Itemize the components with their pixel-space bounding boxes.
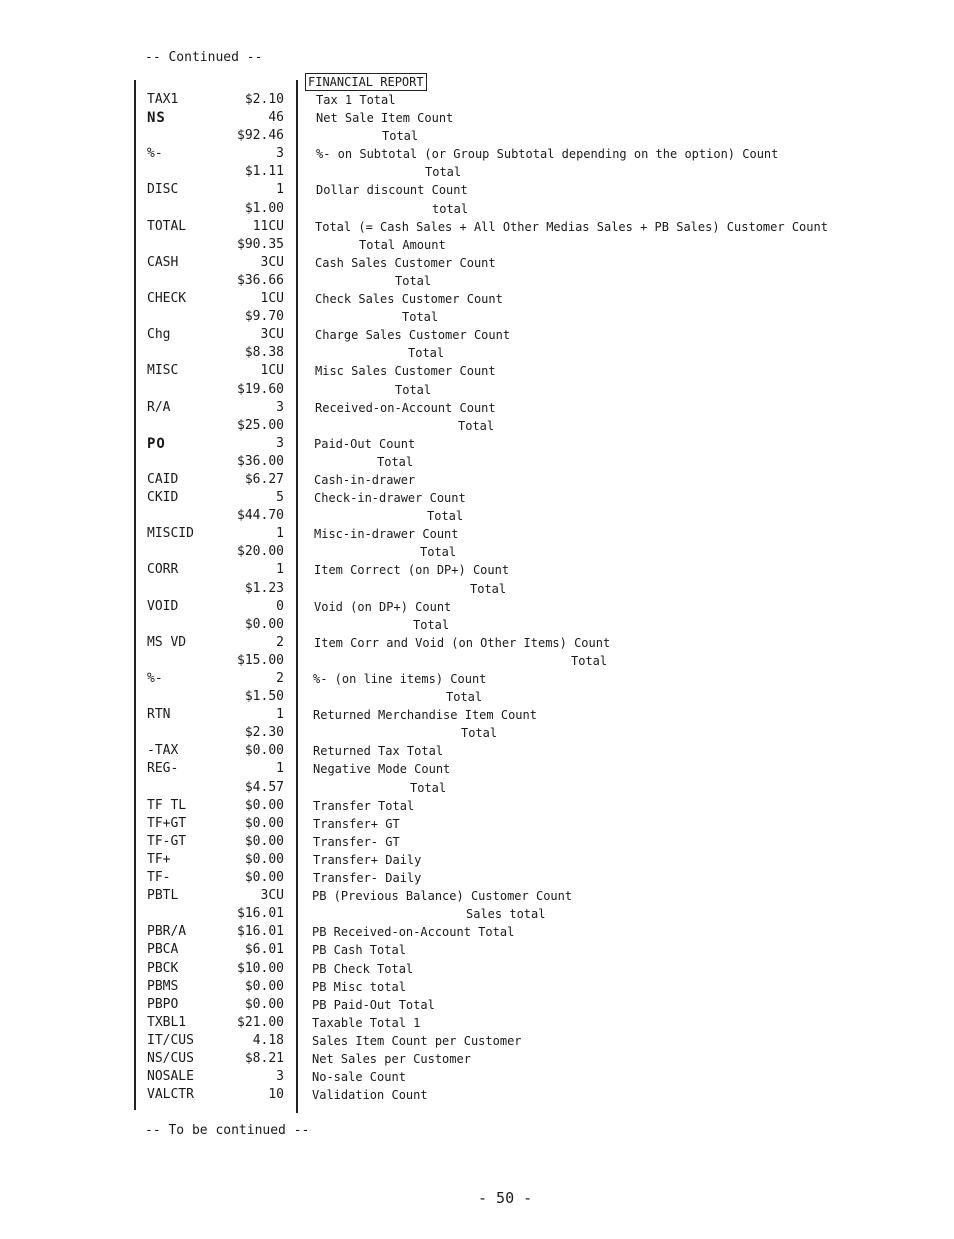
row-value: 3CU	[260, 254, 284, 270]
row-value: 1	[276, 526, 284, 542]
financial-report-label: FINANCIAL REPORT	[305, 73, 427, 91]
row-value: $1.50	[244, 689, 284, 705]
row-code: %-	[147, 671, 163, 686]
row-value: $0.00	[244, 743, 284, 759]
row-value: $2.30	[244, 725, 284, 741]
row-description: Total	[461, 726, 498, 741]
row-value: 3	[276, 1069, 284, 1085]
row-value: $16.01	[237, 924, 284, 940]
row-code: REG-	[147, 761, 179, 777]
report-rows	[0, 91, 954, 1104]
report-row	[0, 163, 954, 181]
row-description: Cash-in-drawer	[314, 472, 416, 487]
report-row	[0, 797, 954, 815]
report-row	[0, 779, 954, 797]
row-value: $1.23	[244, 580, 284, 596]
report-row	[0, 435, 954, 453]
row-code: PBTL	[147, 888, 179, 904]
row-value: 3	[276, 399, 284, 415]
report-row	[0, 489, 954, 507]
report-row	[0, 960, 954, 978]
row-description: Net Sales per Customer	[312, 1051, 471, 1066]
report-row	[0, 417, 954, 435]
row-description: Total	[413, 617, 450, 632]
row-value: $92.46	[237, 128, 284, 144]
row-code: VALCTR	[147, 1087, 194, 1103]
row-value: $8.21	[244, 1050, 284, 1066]
row-description: Taxable Total 1	[312, 1015, 421, 1030]
report-row	[0, 996, 954, 1014]
row-description: Check-in-drawer Count	[314, 491, 466, 506]
row-description: %- (on line items) Count	[313, 672, 487, 686]
row-description: Total	[408, 346, 445, 361]
row-description: Total	[571, 653, 608, 668]
row-description: Charge Sales Customer Count	[315, 328, 511, 343]
row-code: CASH	[147, 254, 179, 270]
row-value: $16.01	[237, 906, 284, 922]
row-code: PBPO	[147, 996, 179, 1012]
row-value: 2	[276, 634, 284, 650]
row-description: Net Sale Item Count	[316, 111, 454, 126]
report-row	[0, 1086, 954, 1104]
row-code: TF-GT	[147, 833, 187, 849]
report-row	[0, 978, 954, 996]
report-row	[0, 706, 954, 724]
row-description: Total	[402, 310, 439, 325]
row-value: $44.70	[237, 508, 284, 524]
row-code: NOSALE	[147, 1069, 194, 1085]
row-description: Received-on-Account Count	[315, 400, 496, 415]
report-row	[0, 399, 954, 417]
row-value: 1	[276, 182, 284, 198]
row-value: 2	[276, 671, 284, 686]
row-value: 5	[276, 490, 284, 506]
report-row	[0, 561, 954, 579]
row-description: Total	[425, 165, 462, 180]
row-description: Returned Merchandise Item Count	[313, 708, 537, 723]
row-code: PBCA	[147, 942, 179, 958]
to-be-continued-footer: -- To be continued --	[145, 1123, 310, 1138]
row-value: 1	[276, 562, 284, 578]
row-description: Misc Sales Customer Count	[315, 364, 496, 379]
report-row	[0, 200, 954, 218]
row-value: $0.00	[244, 870, 284, 886]
row-code: CKID	[147, 490, 179, 506]
page-number: - 50 -	[478, 1189, 533, 1207]
row-value: $36.00	[237, 453, 284, 469]
row-code: CHECK	[147, 291, 187, 307]
row-description: Total	[377, 454, 414, 469]
report-row	[0, 887, 954, 905]
row-code: CORR	[147, 562, 179, 578]
row-code: VOID	[147, 598, 179, 614]
row-value: $90.35	[237, 236, 284, 252]
row-description: Total	[420, 545, 457, 560]
report-row	[0, 254, 954, 272]
row-description: Returned Tax Total	[313, 744, 444, 759]
report-row	[0, 145, 954, 163]
report-row	[0, 742, 954, 760]
row-description: Item Corr and Void (on Other Items) Count	[314, 635, 611, 650]
row-value: $9.70	[244, 309, 284, 325]
row-description: Dollar discount Count	[316, 183, 468, 198]
row-description: Total	[446, 690, 483, 705]
row-value: $15.00	[237, 652, 284, 668]
row-description: total	[432, 201, 469, 216]
row-value: 10	[268, 1087, 284, 1103]
report-row	[0, 688, 954, 706]
row-value: $36.66	[237, 272, 284, 288]
row-value: $0.00	[244, 815, 284, 831]
row-value: $20.00	[237, 544, 284, 560]
row-code: TOTAL	[147, 218, 187, 234]
row-value: $0.00	[244, 851, 284, 867]
row-code: -TAX	[147, 743, 179, 759]
report-row	[0, 543, 954, 561]
row-code: Chg	[147, 327, 171, 343]
row-code: MISCID	[147, 526, 194, 542]
report-row	[0, 869, 954, 887]
row-value: $10.00	[237, 960, 284, 976]
row-value: 11CU	[252, 218, 284, 234]
report-row	[0, 670, 954, 688]
report-row	[0, 453, 954, 471]
row-description: Paid-Out Count	[314, 436, 416, 451]
row-code: NS/CUS	[147, 1050, 194, 1066]
report-row	[0, 507, 954, 525]
row-description: Misc-in-drawer Count	[314, 527, 459, 542]
row-value: 1CU	[260, 363, 284, 379]
row-value: $6.01	[244, 942, 284, 958]
row-description: Total Amount	[359, 237, 446, 252]
row-code: PBMS	[147, 978, 179, 994]
row-description: PB Cash Total	[312, 943, 406, 958]
report-row	[0, 1050, 954, 1068]
row-code: IT/CUS	[147, 1032, 194, 1048]
report-row	[0, 326, 954, 344]
report-row	[0, 109, 954, 127]
report-row	[0, 1014, 954, 1032]
row-code: TF-	[147, 870, 171, 886]
row-code: TF+	[147, 851, 171, 867]
report-row	[0, 471, 954, 489]
report-row	[0, 344, 954, 362]
row-code: R/A	[147, 399, 171, 415]
report-row	[0, 362, 954, 380]
row-code: RTN	[147, 707, 171, 723]
row-description: PB Misc total	[312, 979, 406, 994]
row-description: Tax 1 Total	[316, 93, 396, 107]
row-description: PB Check Total	[312, 961, 414, 976]
row-value: $1.11	[244, 164, 284, 180]
row-code: MS VD	[147, 634, 187, 650]
row-description: Sales Item Count per Customer	[312, 1033, 522, 1048]
report-row	[0, 127, 954, 145]
row-description: Check Sales Customer Count	[315, 292, 503, 307]
row-value: $6.27	[244, 471, 284, 487]
report-row	[0, 923, 954, 941]
row-code: PBR/A	[147, 924, 187, 940]
row-description: Transfer Total	[313, 798, 415, 813]
row-description: Total	[410, 780, 447, 795]
row-description: Total	[395, 273, 432, 288]
row-description: Sales total	[466, 907, 546, 922]
row-code: DISC	[147, 182, 179, 198]
row-description: PB (Previous Balance) Customer Count	[312, 889, 573, 904]
row-code: NS	[147, 110, 166, 127]
row-code: CAID	[147, 471, 179, 487]
row-code: TF TL	[147, 797, 187, 813]
row-description: Total	[427, 509, 464, 524]
row-value: $19.60	[237, 381, 284, 397]
row-value: 3CU	[260, 327, 284, 343]
report-row	[0, 218, 954, 236]
row-description: Total	[382, 129, 419, 144]
row-description: Total (= Cash Sales + All Other Medias Sales + PB Sales) Customer Count	[315, 219, 828, 234]
row-value: $25.00	[237, 417, 284, 433]
row-description: Transfer- GT	[313, 834, 400, 849]
row-code: TAX1	[147, 92, 179, 107]
row-value: 3	[276, 435, 284, 451]
report-row	[0, 236, 954, 254]
report-row	[0, 1032, 954, 1050]
row-description: Total	[395, 382, 432, 397]
row-description: Void (on DP+) Count	[314, 599, 452, 614]
row-value: $0.00	[244, 996, 284, 1012]
row-value: 3	[276, 146, 284, 162]
row-description: Transfer- Daily	[313, 871, 422, 886]
report-row	[0, 525, 954, 543]
row-value: 46	[268, 110, 284, 126]
row-description: Validation Count	[312, 1088, 428, 1103]
row-value: $0.00	[244, 978, 284, 994]
report-row	[0, 308, 954, 326]
row-value: 3CU	[260, 888, 284, 904]
row-description: %- on Subtotal (or Group Subtotal depending on the option) Count	[316, 147, 779, 162]
row-description: Total	[458, 418, 495, 433]
row-code: MISC	[147, 363, 179, 379]
report-row	[0, 580, 954, 598]
row-code: TF+GT	[147, 815, 187, 831]
row-code: %-	[147, 146, 163, 162]
report-row	[0, 941, 954, 959]
row-description: Cash Sales Customer Count	[315, 255, 496, 270]
report-row	[0, 760, 954, 778]
row-value: $0.00	[244, 833, 284, 849]
report-row	[0, 1068, 954, 1086]
report-row	[0, 905, 954, 923]
report-row	[0, 724, 954, 742]
row-value: $4.57	[244, 779, 284, 795]
row-value: $1.00	[244, 200, 284, 216]
row-description: PB Paid-Out Total	[312, 997, 435, 1012]
row-value: $0.00	[244, 616, 284, 632]
row-code: TXBL1	[147, 1014, 187, 1030]
row-value: 1	[276, 761, 284, 777]
report-row	[0, 815, 954, 833]
report-row	[0, 616, 954, 634]
row-value: $8.38	[244, 345, 284, 361]
report-row	[0, 652, 954, 670]
row-description: Transfer+ GT	[313, 816, 400, 831]
report-row	[0, 91, 954, 109]
row-value: 4.18	[252, 1032, 284, 1048]
row-value: 1CU	[260, 291, 284, 307]
report-row	[0, 290, 954, 308]
row-value: 1	[276, 707, 284, 723]
row-value: $2.10	[244, 92, 284, 107]
row-value: $21.00	[237, 1014, 284, 1030]
report-row	[0, 381, 954, 399]
report-row	[0, 272, 954, 290]
row-value: $0.00	[244, 797, 284, 813]
row-description: PB Received-on-Account Total	[312, 925, 515, 940]
continued-header: -- Continued --	[145, 50, 263, 65]
row-description: Item Correct (on DP+) Count	[314, 563, 510, 578]
row-description: Transfer+ Daily	[313, 852, 422, 867]
report-row	[0, 833, 954, 851]
row-code: PO	[147, 435, 166, 452]
row-description: Negative Mode Count	[313, 762, 451, 777]
report-row	[0, 851, 954, 869]
report-row	[0, 181, 954, 199]
report-row	[0, 598, 954, 616]
report-row	[0, 634, 954, 652]
row-description: No-sale Count	[312, 1070, 406, 1085]
row-code: PBCK	[147, 960, 179, 976]
row-value: 0	[276, 598, 284, 614]
row-description: Total	[470, 581, 507, 596]
